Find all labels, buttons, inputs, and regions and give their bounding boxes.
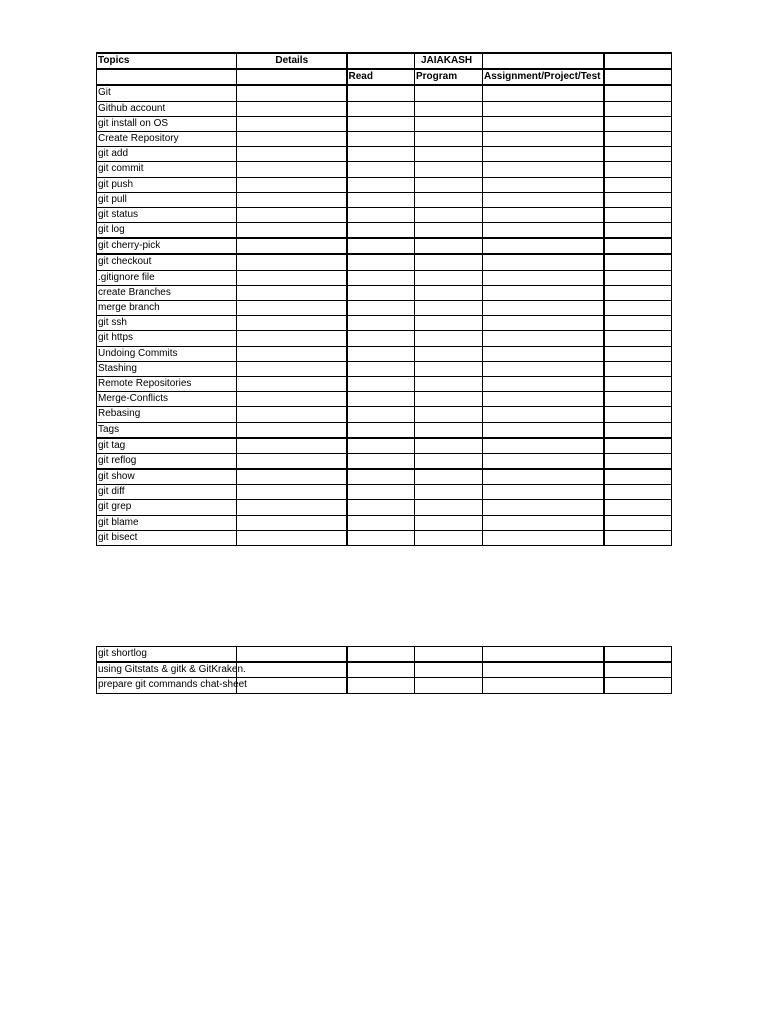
empty-cell bbox=[483, 662, 604, 678]
topic-label: git grep bbox=[98, 501, 132, 513]
empty-cell bbox=[347, 469, 415, 485]
table-row bbox=[97, 376, 672, 391]
topic-cell bbox=[97, 285, 237, 300]
empty-cell bbox=[604, 647, 672, 663]
empty-cell bbox=[604, 101, 672, 116]
empty-cell bbox=[483, 678, 604, 693]
topic-label: git status bbox=[98, 208, 139, 220]
table-row bbox=[97, 530, 672, 545]
table-row bbox=[97, 101, 672, 116]
empty-cell bbox=[237, 301, 347, 316]
topic-label: create Branches bbox=[98, 286, 171, 298]
header-assignment bbox=[483, 69, 604, 85]
table-row bbox=[97, 301, 672, 316]
empty-cell bbox=[415, 177, 483, 192]
empty-cell bbox=[347, 647, 415, 663]
topic-label: git ssh bbox=[98, 317, 127, 329]
table-row bbox=[97, 238, 672, 254]
empty-cell bbox=[347, 177, 415, 192]
empty-cell bbox=[415, 530, 483, 545]
empty-cell bbox=[347, 662, 415, 678]
topic-cell bbox=[97, 500, 237, 515]
empty-cell bbox=[237, 285, 347, 300]
topic-cell bbox=[97, 662, 246, 678]
topic-cell bbox=[97, 131, 237, 146]
empty-cell bbox=[604, 207, 672, 222]
empty-cell bbox=[415, 301, 483, 316]
empty-cell bbox=[604, 376, 672, 391]
table-row bbox=[97, 207, 672, 222]
topic-cell bbox=[97, 147, 237, 162]
topic-cell bbox=[97, 647, 237, 663]
topic-label: Rebasing bbox=[98, 408, 141, 420]
empty-cell bbox=[415, 331, 483, 346]
topic-cell bbox=[97, 485, 237, 500]
empty-cell bbox=[415, 376, 483, 391]
empty-cell bbox=[483, 407, 604, 422]
empty-cell bbox=[604, 530, 672, 545]
empty-cell bbox=[483, 422, 604, 438]
empty-cell bbox=[483, 270, 604, 285]
empty-cell bbox=[604, 438, 672, 454]
table-row bbox=[97, 453, 672, 469]
empty-cell bbox=[483, 316, 604, 331]
empty-cell bbox=[237, 485, 347, 500]
empty-cell bbox=[415, 101, 483, 116]
empty-cell bbox=[347, 422, 415, 438]
topic-cell bbox=[97, 316, 237, 331]
topic-cell bbox=[97, 515, 237, 530]
topic-cell bbox=[97, 407, 237, 422]
topic-cell bbox=[97, 254, 237, 270]
topic-cell bbox=[97, 346, 237, 361]
empty-cell bbox=[347, 376, 415, 391]
empty-cell bbox=[347, 331, 415, 346]
empty-cell bbox=[483, 177, 604, 192]
topic-label: git blame bbox=[98, 516, 139, 528]
empty-cell bbox=[237, 361, 347, 376]
table-row bbox=[97, 131, 672, 146]
header-program: Program bbox=[415, 69, 483, 85]
empty-cell bbox=[604, 662, 672, 678]
header-topics: Topics bbox=[97, 53, 237, 69]
header-name bbox=[415, 53, 483, 69]
empty-cell bbox=[604, 238, 672, 254]
empty-cell bbox=[415, 515, 483, 530]
empty-cell bbox=[415, 438, 483, 454]
header-details: Details bbox=[237, 53, 347, 69]
empty-cell bbox=[237, 392, 347, 407]
empty-cell bbox=[483, 346, 604, 361]
empty-cell bbox=[347, 207, 415, 222]
table-row bbox=[97, 485, 672, 500]
topic-cell bbox=[97, 101, 237, 116]
table-row bbox=[97, 85, 672, 101]
empty-cell bbox=[483, 485, 604, 500]
empty-cell bbox=[483, 116, 604, 131]
empty-cell bbox=[415, 223, 483, 239]
table-row bbox=[97, 346, 672, 361]
empty-cell bbox=[604, 515, 672, 530]
table-row bbox=[97, 662, 672, 678]
empty-cell bbox=[415, 662, 483, 678]
topic-cell bbox=[97, 207, 237, 222]
table-row bbox=[97, 147, 672, 162]
topic-label: git add bbox=[98, 148, 129, 160]
topic-label: Tags bbox=[98, 423, 120, 435]
empty-cell bbox=[347, 515, 415, 530]
empty-cell bbox=[237, 192, 347, 207]
empty-cell bbox=[237, 500, 347, 515]
empty-cell bbox=[237, 438, 347, 454]
topic-label: git commit bbox=[98, 163, 144, 175]
topic-label: merge branch bbox=[98, 302, 160, 313]
empty-cell bbox=[604, 422, 672, 438]
empty-cell bbox=[415, 392, 483, 407]
empty-cell bbox=[483, 238, 604, 254]
empty-cell bbox=[415, 162, 483, 177]
empty-cell bbox=[483, 207, 604, 222]
empty-cell bbox=[483, 192, 604, 207]
table-row bbox=[97, 270, 672, 285]
empty-cell bbox=[237, 207, 347, 222]
empty-cell bbox=[415, 453, 483, 469]
empty-cell bbox=[347, 361, 415, 376]
empty-cell bbox=[604, 316, 672, 331]
empty-cell bbox=[415, 238, 483, 254]
topic-cell bbox=[97, 331, 237, 346]
table-row bbox=[97, 361, 672, 376]
topic-cell bbox=[97, 223, 237, 239]
topic-cell bbox=[97, 162, 237, 177]
empty-cell bbox=[237, 422, 347, 438]
empty-cell bbox=[347, 407, 415, 422]
empty-cell bbox=[237, 177, 347, 192]
table-row bbox=[97, 331, 672, 346]
empty-cell bbox=[604, 131, 672, 146]
empty-cell bbox=[483, 131, 604, 146]
table-row bbox=[97, 515, 672, 530]
empty-cell bbox=[347, 285, 415, 300]
header-blank-cell bbox=[97, 69, 237, 85]
empty-cell bbox=[415, 270, 483, 285]
empty-cell bbox=[237, 515, 347, 530]
empty-cell bbox=[415, 147, 483, 162]
topic-label: git https bbox=[98, 332, 134, 344]
topics-table bbox=[96, 52, 672, 546]
topic-label: git show bbox=[98, 471, 135, 483]
topic-cell bbox=[97, 238, 237, 254]
empty-cell bbox=[483, 647, 604, 663]
empty-cell bbox=[483, 453, 604, 469]
header-blank-cell bbox=[347, 53, 415, 69]
topic-cell bbox=[97, 438, 237, 454]
topic-cell bbox=[97, 361, 237, 376]
empty-cell bbox=[604, 453, 672, 469]
empty-cell bbox=[237, 407, 347, 422]
empty-cell bbox=[483, 515, 604, 530]
empty-cell bbox=[604, 331, 672, 346]
empty-cell bbox=[237, 238, 347, 254]
topic-label: using Gitstats & gitk & GitKraken. bbox=[98, 664, 246, 676]
empty-cell bbox=[347, 223, 415, 239]
empty-cell bbox=[237, 85, 347, 101]
table-row bbox=[97, 177, 672, 192]
empty-cell bbox=[347, 500, 415, 515]
empty-cell bbox=[415, 131, 483, 146]
empty-cell bbox=[347, 116, 415, 131]
topic-label: git reflog bbox=[98, 454, 137, 466]
empty-cell bbox=[347, 101, 415, 116]
header-blank-cell bbox=[604, 53, 672, 69]
empty-cell bbox=[347, 254, 415, 270]
empty-cell bbox=[483, 376, 604, 391]
empty-cell bbox=[415, 647, 483, 663]
table-row bbox=[97, 647, 672, 663]
topic-cell bbox=[97, 85, 237, 101]
empty-cell bbox=[415, 361, 483, 376]
empty-cell bbox=[415, 316, 483, 331]
empty-cell bbox=[483, 469, 604, 485]
topic-label: git tag bbox=[98, 439, 126, 451]
empty-cell bbox=[483, 101, 604, 116]
empty-cell bbox=[604, 177, 672, 192]
topic-cell bbox=[97, 469, 237, 485]
topic-label: git pull bbox=[98, 193, 127, 205]
empty-cell bbox=[483, 530, 604, 545]
empty-cell bbox=[415, 678, 483, 693]
topic-label: prepare git commands chat-sheet bbox=[98, 679, 247, 691]
empty-cell bbox=[237, 162, 347, 177]
empty-cell bbox=[237, 116, 347, 131]
empty-cell bbox=[237, 647, 347, 663]
empty-cell bbox=[237, 678, 347, 693]
topic-cell bbox=[97, 177, 237, 192]
topic-cell bbox=[97, 301, 237, 316]
topic-label: Create Repository bbox=[98, 132, 179, 144]
empty-cell bbox=[415, 85, 483, 101]
empty-cell bbox=[347, 438, 415, 454]
empty-cell bbox=[347, 530, 415, 545]
topic-label: git bisect bbox=[98, 531, 138, 543]
empty-cell bbox=[237, 316, 347, 331]
topic-label: Remote Repositories bbox=[98, 377, 192, 389]
empty-cell bbox=[483, 223, 604, 239]
topic-cell bbox=[97, 192, 237, 207]
empty-cell bbox=[237, 453, 347, 469]
header-read: Read bbox=[347, 69, 415, 85]
topic-cell bbox=[97, 453, 237, 469]
table-row bbox=[97, 438, 672, 454]
table-row bbox=[97, 422, 672, 438]
empty-cell bbox=[347, 392, 415, 407]
empty-cell bbox=[237, 331, 347, 346]
empty-cell bbox=[483, 331, 604, 346]
header-assignment-text: Assignment/Project/Test bbox=[484, 71, 601, 83]
table-row bbox=[97, 223, 672, 239]
topic-cell bbox=[97, 270, 237, 285]
empty-cell bbox=[483, 85, 604, 101]
empty-cell bbox=[415, 254, 483, 270]
empty-cell bbox=[347, 162, 415, 177]
empty-cell bbox=[415, 500, 483, 515]
empty-cell bbox=[415, 469, 483, 485]
table-row bbox=[97, 285, 672, 300]
header-blank-cell bbox=[604, 69, 672, 85]
empty-cell bbox=[347, 192, 415, 207]
table-row bbox=[97, 162, 672, 177]
empty-cell bbox=[483, 254, 604, 270]
empty-cell bbox=[237, 131, 347, 146]
empty-cell bbox=[415, 407, 483, 422]
empty-cell bbox=[483, 285, 604, 300]
empty-cell bbox=[604, 285, 672, 300]
empty-cell bbox=[237, 270, 347, 285]
empty-cell bbox=[604, 223, 672, 239]
topic-cell bbox=[97, 422, 237, 438]
topic-label: Undoing Commits bbox=[98, 347, 178, 359]
topic-cell bbox=[97, 376, 237, 391]
table-row bbox=[97, 678, 672, 693]
header-row-1 bbox=[97, 53, 672, 69]
table-row bbox=[97, 407, 672, 422]
empty-cell bbox=[415, 285, 483, 300]
extra-topics-table bbox=[96, 646, 672, 694]
empty-cell bbox=[604, 500, 672, 515]
empty-cell bbox=[237, 376, 347, 391]
table-row bbox=[97, 469, 672, 485]
topic-label: git log bbox=[98, 224, 125, 236]
empty-cell bbox=[415, 207, 483, 222]
empty-cell bbox=[604, 116, 672, 131]
empty-cell bbox=[415, 116, 483, 131]
topic-label: git shortlog bbox=[98, 648, 147, 659]
empty-cell bbox=[347, 316, 415, 331]
empty-cell bbox=[604, 407, 672, 422]
empty-cell bbox=[483, 392, 604, 407]
empty-cell bbox=[604, 254, 672, 270]
topic-label: git push bbox=[98, 178, 134, 190]
empty-cell bbox=[347, 485, 415, 500]
empty-cell bbox=[604, 678, 672, 693]
header-name-text: JAIAKASH bbox=[421, 55, 473, 66]
empty-cell bbox=[604, 192, 672, 207]
empty-cell bbox=[237, 223, 347, 239]
topic-label: git checkout bbox=[98, 256, 152, 268]
empty-cell bbox=[347, 85, 415, 101]
empty-cell bbox=[483, 301, 604, 316]
header-blank-cell bbox=[483, 53, 604, 69]
empty-cell bbox=[483, 361, 604, 376]
table-row bbox=[97, 500, 672, 515]
empty-cell bbox=[237, 254, 347, 270]
table-row bbox=[97, 192, 672, 207]
empty-cell bbox=[347, 678, 415, 693]
empty-cell bbox=[483, 438, 604, 454]
empty-cell bbox=[347, 270, 415, 285]
empty-cell bbox=[237, 469, 347, 485]
empty-cell bbox=[604, 147, 672, 162]
empty-cell bbox=[415, 485, 483, 500]
empty-cell bbox=[604, 346, 672, 361]
table-row bbox=[97, 116, 672, 131]
empty-cell bbox=[415, 192, 483, 207]
empty-cell bbox=[237, 346, 347, 361]
empty-cell bbox=[604, 485, 672, 500]
empty-cell bbox=[237, 662, 347, 678]
empty-cell bbox=[604, 301, 672, 316]
empty-cell bbox=[483, 147, 604, 162]
empty-cell bbox=[347, 238, 415, 254]
topic-cell bbox=[97, 392, 237, 407]
table-row bbox=[97, 316, 672, 331]
empty-cell bbox=[604, 85, 672, 101]
header-blank-cell bbox=[237, 69, 347, 85]
topic-label: git diff bbox=[98, 486, 125, 498]
empty-cell bbox=[604, 361, 672, 376]
topic-label: .gitignore file bbox=[98, 271, 155, 283]
empty-cell bbox=[415, 422, 483, 438]
topic-label: Git bbox=[98, 87, 111, 99]
topic-label: Merge-Conflicts bbox=[98, 393, 169, 405]
empty-cell bbox=[237, 101, 347, 116]
topic-cell bbox=[97, 116, 237, 131]
empty-cell bbox=[347, 131, 415, 146]
empty-cell bbox=[415, 346, 483, 361]
table-row bbox=[97, 254, 672, 270]
topic-label: Stashing bbox=[98, 362, 137, 374]
topic-cell bbox=[97, 678, 247, 693]
empty-cell bbox=[604, 270, 672, 285]
empty-cell bbox=[347, 301, 415, 316]
empty-cell bbox=[604, 392, 672, 407]
topic-label: git install on OS bbox=[98, 117, 169, 129]
empty-cell bbox=[483, 162, 604, 177]
empty-cell bbox=[237, 530, 347, 545]
empty-cell bbox=[347, 453, 415, 469]
empty-cell bbox=[347, 147, 415, 162]
empty-cell bbox=[604, 469, 672, 485]
topic-label: Github account bbox=[98, 102, 166, 114]
table-row bbox=[97, 392, 672, 407]
empty-cell bbox=[604, 162, 672, 177]
topic-label: git cherry-pick bbox=[98, 240, 161, 252]
topic-cell bbox=[97, 530, 237, 545]
empty-cell bbox=[483, 500, 604, 515]
header-row-2 bbox=[97, 69, 672, 85]
empty-cell bbox=[347, 346, 415, 361]
empty-cell bbox=[237, 147, 347, 162]
